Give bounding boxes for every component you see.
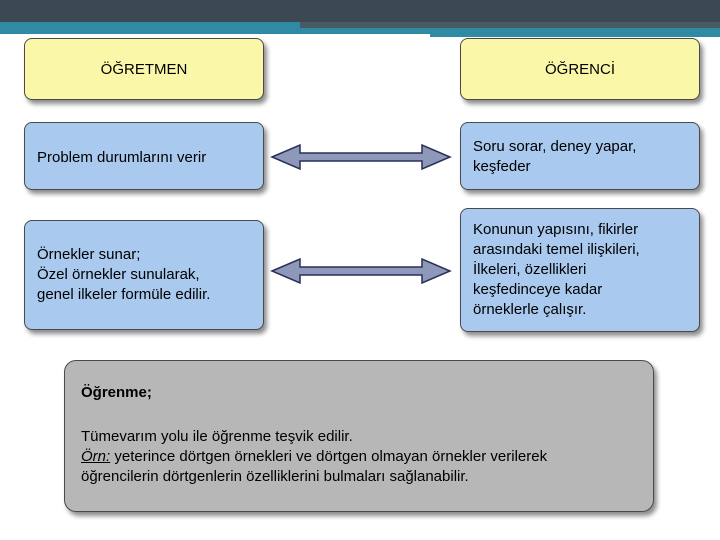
summary-line-1: Tümevarım yolu ile öğrenme teşvik edilir. xyxy=(81,428,353,445)
teacher-row-1 xyxy=(24,122,264,190)
teacher-row-2-line-3: genel ilkeler formüle edilir. xyxy=(37,286,211,303)
double-arrow-row-1 xyxy=(270,142,452,172)
student-row-2-line-2: arasındaki temel ilişkileri, xyxy=(473,241,640,258)
teacher-row-1-text: Problem durumlarını verir xyxy=(37,149,207,166)
student-header-label: ÖĞRENCİ xyxy=(544,60,615,78)
top-banner-accent-line xyxy=(430,34,720,37)
double-arrow-row-2 xyxy=(270,256,452,286)
student-header xyxy=(460,38,700,100)
student-row-2-line-5: örneklerle çalışır. xyxy=(473,301,587,318)
top-banner-notch xyxy=(300,22,720,28)
teacher-header-label: ÖĞRETMEN xyxy=(100,60,188,78)
teacher-header xyxy=(24,38,264,100)
student-row-2-line-3: İlkeleri, özellikleri xyxy=(473,261,587,278)
example-text-1: yeterince dörtgen örnekleri ve dörtgen olmayan örnekler verilerek xyxy=(110,448,548,465)
summary-example-line-2: öğrencilerin dörtgenlerin özelliklerini bulmaları sağlanabilir. xyxy=(81,468,469,485)
example-label: Örn: xyxy=(81,448,111,465)
student-row-2 xyxy=(460,208,700,332)
student-row-2-line-4: keşfedinceye kadar xyxy=(473,281,603,298)
teacher-row-2-line-1: Örnekler sunar; xyxy=(37,246,141,263)
student-row-1 xyxy=(460,122,700,190)
student-row-2-line-1: Konunun yapısını, fikirler xyxy=(473,221,639,238)
top-banner-dark xyxy=(0,0,720,22)
summary-title: Öğrenme; xyxy=(81,384,152,401)
student-row-1-text: Soru sorar, deney yapar, keşfeder xyxy=(473,138,637,175)
teacher-row-2 xyxy=(24,220,264,330)
teacher-row-2-line-2: Özel örnekler sunularak, xyxy=(37,266,200,283)
summary-example-line-1 xyxy=(81,447,643,467)
summary-box xyxy=(64,360,654,512)
